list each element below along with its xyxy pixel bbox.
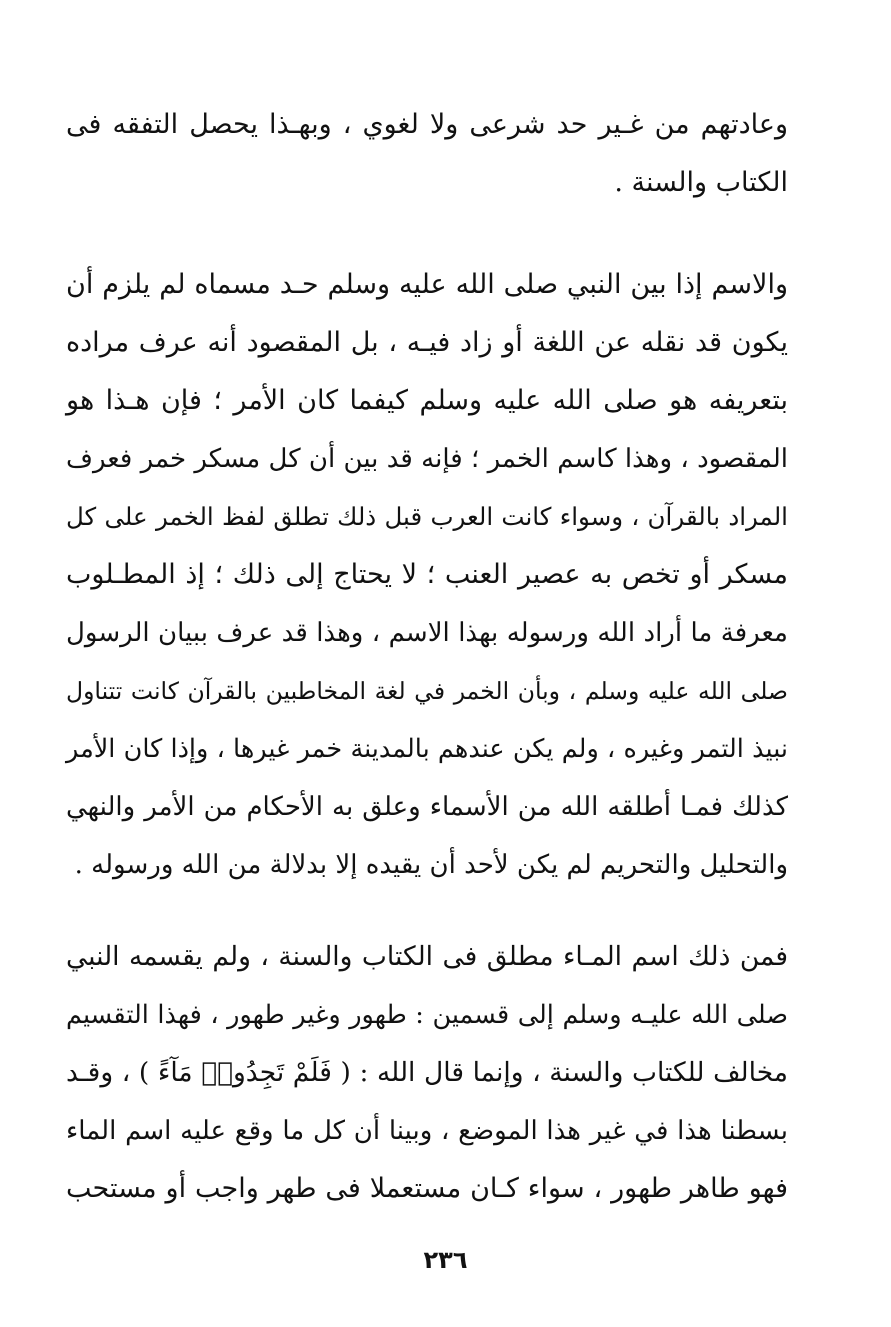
text-line: الكتاب والسنة . [614,167,788,198]
text-line: يكون قد نقله عن اللغة أو زاد فيـه ، بل المقصود أنه عرف مراده [66,327,788,358]
paragraph-3 [66,928,788,1218]
text-line: فمن ذلك اسم المـاء مطلق فى الكتاب والسنة ، ولم يقسمه النبي [66,941,788,972]
text-line: وعادتهم من غـير حد شرعى ولا لغوي ، وبهـذا يحصل التفقه فى [66,109,788,140]
text-line: المراد بالقرآن ، وسواء كانت العرب قبل ذلك تطلق لفظ الخمر على كل [66,502,788,531]
text-line: مخالف للكتاب والسنة ، وإنما قال الله : ( فَلَمْ تَجِدُوا۟ مَآءً ) ، وقـد [66,1057,788,1088]
text-line: كذلك فمـا أطلقه الله من الأسماء وعلق به الأحكام من الأمر والنهي [66,792,788,822]
text-line: نبيذ التمر وغيره ، ولم يكن عندهم بالمدينة خمر غيرها ، وإذا كان الأمر [66,734,788,764]
text-line: مسكر أو تخص به عصير العنب ؛ لا يحتاج إلى ذلك ؛ إذ المطـلوب [66,559,788,590]
text-line: والاسم إذا بين النبي صلى الله عليه وسلم حـد مسماه لم يلزم أن [66,269,788,300]
paragraph-2 [66,256,788,894]
text-line: صلى الله عليـه وسلم إلى قسمين : طهور وغير طهور ، فهذا التقسيم [66,1000,788,1030]
paragraph-1 [66,96,788,212]
text-line: معرفة ما أراد الله ورسوله بهذا الاسم ، وهذا قد عرف ببيان الرسول [66,618,788,648]
page-number: ٢٣٦ [423,1246,468,1274]
text-line: صلى الله عليه وسلم ، وبأن الخمر في لغة المخاطبين بالقرآن كانت تتناول [66,677,788,705]
text-line: فهو طاهر طهور ، سواء كـان مستعملا فى طهر واجب أو مستحب [66,1173,788,1204]
text-line: بتعريفه هو صلى الله عليه وسلم كيفما كان الأمر ؛ فإن هـذا هو [66,385,788,416]
text-line: والتحليل والتحريم لم يكن لأحد أن يقيده إلا بدلالة من الله ورسوله . [74,850,788,880]
text-line: المقصود ، وهذا كاسم الخمر ؛ فإنه قد بين أن كل مسكر خمر فعرف [66,444,788,474]
text-line: بسطنا هذا في غير هذا الموضع ، وبينا أن كل ما وقع عليه اسم الماء [66,1116,788,1146]
